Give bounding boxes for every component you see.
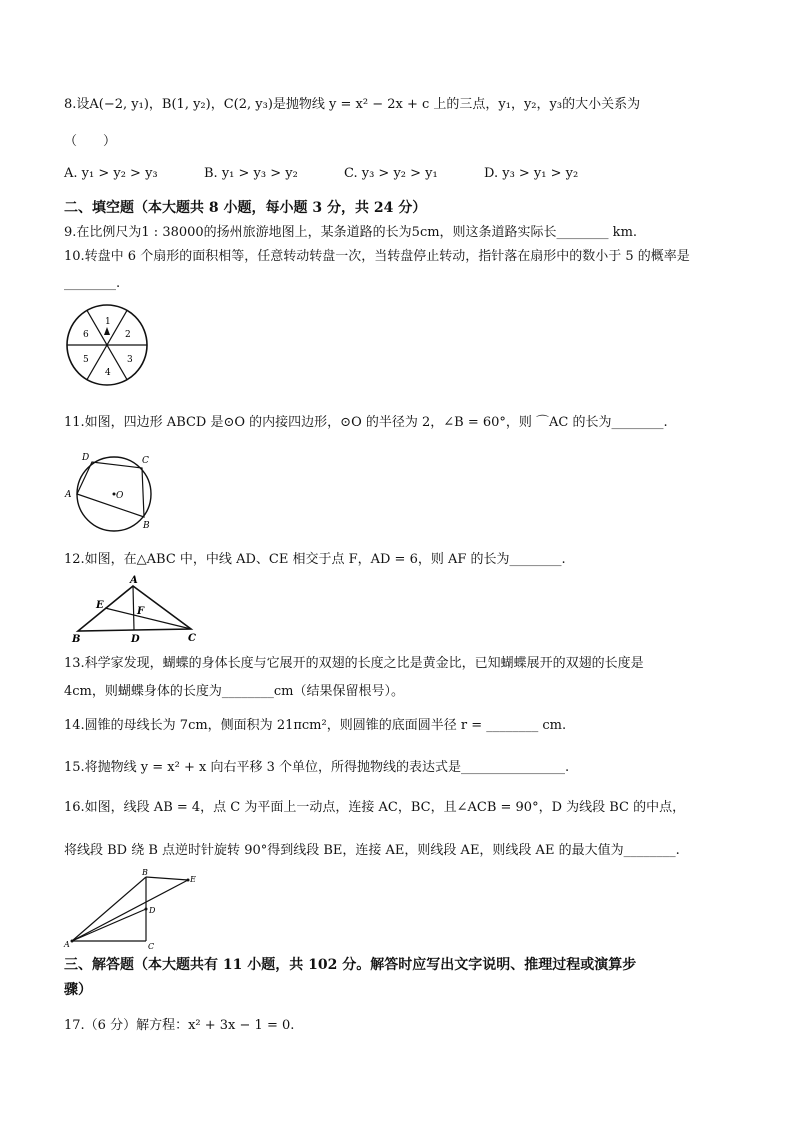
q8-option-b: B. y₁ > y₃ > y₂ bbox=[204, 166, 298, 181]
q12-text: 12.如图，在△ABC 中，中线 AD、CE 相交于点 F，AD = 6，则 AF 的长为________. bbox=[64, 552, 566, 567]
label-d: D bbox=[82, 453, 90, 463]
q16-line-1: 16.如图，线段 AB = 4，点 C 为平面上一动点，连接 AC，BC，且∠ACB = 90°，D 为线段 BC 的中点， bbox=[64, 800, 686, 815]
median-ad bbox=[133, 586, 134, 630]
label-f: F bbox=[137, 606, 145, 617]
label-e: E bbox=[96, 600, 104, 611]
q16-figure bbox=[60, 866, 210, 950]
label-a: A bbox=[130, 575, 138, 586]
quadrilateral-abcd bbox=[77, 462, 144, 517]
label-c: C bbox=[188, 633, 196, 644]
label-o: O bbox=[116, 491, 124, 501]
point-d bbox=[145, 908, 148, 911]
label-c: C bbox=[148, 942, 155, 950]
q17-text: 17.（6 分）解方程：x² + 3x − 1 = 0. bbox=[64, 1018, 295, 1033]
label-a: A bbox=[64, 940, 70, 949]
label-a: A bbox=[65, 490, 72, 500]
q12-triangle-figure bbox=[64, 572, 204, 644]
q13-line-2: 4cm，则蝴蝶身体的长度为________cm（结果保留根号）。 bbox=[64, 684, 404, 699]
q11-text: 11.如图，四边形 ABCD 是⊙O 的内接四边形，⊙O 的半径为 2，∠B = 60°，则 ⌒AC 的长为________. bbox=[64, 415, 668, 430]
q10-line-2: ________. bbox=[64, 276, 121, 291]
segment-be bbox=[146, 877, 188, 880]
sector-label-5: 5 bbox=[83, 355, 89, 365]
q9-text: 9.在比例尺为1 : 38000的扬州旅游地图上，某条道路的长为5cm，则这条道路实际长________ km. bbox=[64, 225, 638, 240]
section-2-title: 二、填空题（本大题共 8 小题，每小题 3 分，共 24 分） bbox=[64, 200, 427, 216]
q14-text: 14.圆锥的母线长为 7cm，侧面积为 21πcm²，则圆锥的底面圆半径 r = ________ cm. bbox=[64, 718, 567, 733]
q15-text: 15.将抛物线 y = x² + x 向右平移 3 个单位，所得抛物线的表达式是________________. bbox=[64, 760, 570, 775]
label-d: D bbox=[131, 634, 140, 644]
label-e: E bbox=[190, 875, 196, 884]
q10-line-1: 10.转盘中 6 个扇形的面积相等，任意转动转盘一次，当转盘停止转动，指针落在扇形中的数小于 5 的概率是 bbox=[64, 249, 690, 264]
point-a bbox=[71, 940, 74, 943]
q8-answer-paren: （ ） bbox=[64, 134, 117, 149]
section-3-title-line-1: 三、解答题（本大题共有 11 小题，共 102 分。解答时应写出文字说明、推理过程或演算步 bbox=[64, 957, 637, 973]
label-b: B bbox=[142, 868, 148, 877]
label-c: C bbox=[142, 456, 149, 466]
sector-label-2: 2 bbox=[125, 330, 131, 340]
q11-circle-figure bbox=[62, 450, 168, 536]
segment-ad bbox=[72, 909, 146, 941]
q13-line-1: 13.科学家发现，蝴蝶的身体长度与它展开的双翅的长度之比是黄金比，已知蝴蝶展开的双翅的长度是 bbox=[64, 656, 644, 671]
label-b: B bbox=[72, 634, 81, 644]
sector-label-4: 4 bbox=[105, 368, 111, 378]
sector-label-6: 6 bbox=[83, 330, 89, 340]
spinner-pointer-icon bbox=[104, 327, 110, 335]
spinner-figure bbox=[64, 302, 150, 388]
segment-ab bbox=[72, 877, 146, 941]
q8-option-a: A. y₁ > y₂ > y₃ bbox=[64, 166, 158, 181]
q8-stem: 8.设A(−2, y₁)，B(1, y₂)，C(2, y₃)是抛物线 y = x² − 2x + c 上的三点，y₁，y₂，y₃的大小关系为 bbox=[64, 97, 641, 112]
sector-label-3: 3 bbox=[127, 355, 133, 365]
sector-label-1: 1 bbox=[105, 317, 111, 327]
q8-option-c: C. y₃ > y₂ > y₁ bbox=[344, 166, 438, 181]
q16-line-2: 将线段 BD 绕 B 点逆时针旋转 90°得到线段 BE，连接 AE，则线段 AE，则线段 AE 的最大值为________. bbox=[64, 843, 680, 858]
q8-option-d: D. y₃ > y₁ > y₂ bbox=[484, 166, 579, 181]
label-b: B bbox=[143, 521, 150, 531]
label-d: D bbox=[149, 906, 156, 915]
segment-ae bbox=[72, 880, 188, 941]
section-3-title-line-2: 骤） bbox=[64, 982, 92, 998]
